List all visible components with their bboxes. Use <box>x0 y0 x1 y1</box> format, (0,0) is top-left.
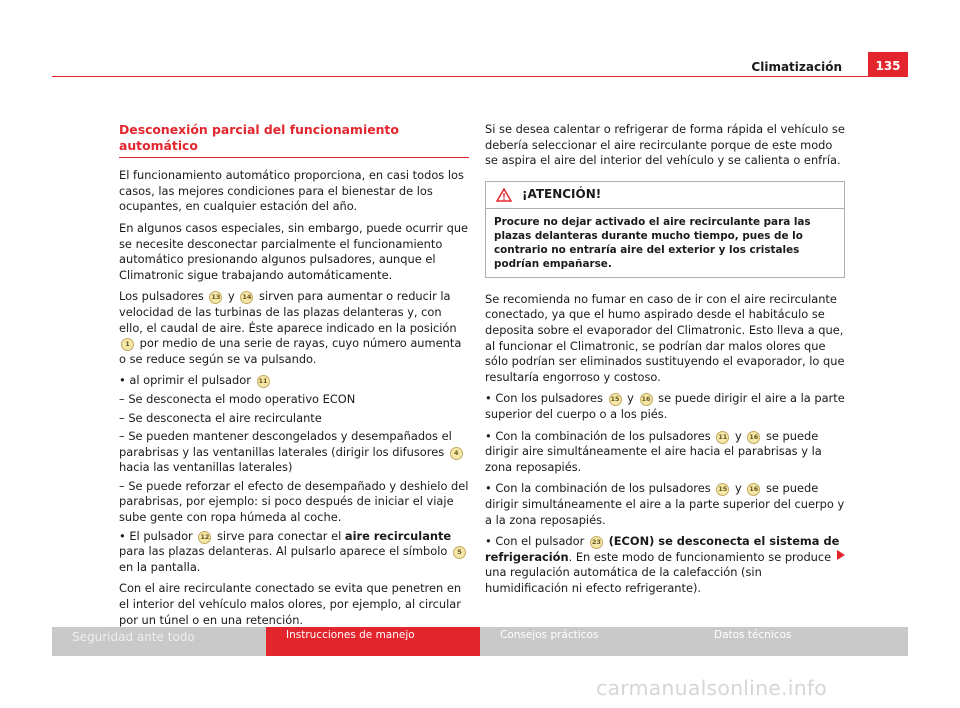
paragraph: Se recomienda no fumar en caso de ir con el aire recirculante conectado, ya que el humo aspirado desde el habitáculo se deposita sobre el evaporador del Climatronic. Esto lleva a que, al funcionar el Climatronic, se podrían dar malos olores que sólo podrían ser eliminados sustituyendo el evaporador, lo que resultaría engorroso y costoso. <box>485 291 845 384</box>
continue-arrow-icon <box>837 550 845 560</box>
tab-datos[interactable]: Datos técnicos <box>694 627 908 656</box>
dash-item: – Se puede reforzar el efecto de desempañado y deshielo del parabrisas, por ejemplo: si poco después de iniciar el viaje sube gente con ropa húmeda al coche. <box>119 478 469 525</box>
bullet-item: • El pulsador 12 sirve para conectar el aire recirculante para las plazas delanteras. Al pulsarlo aparece el símbolo 5 en la pantalla. <box>119 529 469 576</box>
left-column <box>119 122 469 634</box>
warning-title: ¡ATENCIÓN! <box>522 186 602 201</box>
chapter-title: Climatización <box>751 60 842 74</box>
watermark: carmanualsonline.info <box>596 676 828 700</box>
button-ref-icon: 15 <box>609 393 622 406</box>
warning-triangle-icon <box>496 188 512 202</box>
button-ref-icon: 13 <box>209 291 222 304</box>
warning-text: Procure no dejar activado el aire recirculante para las plazas delanteras durante mucho tiempo, pues de lo contrario no entraría aire del exterior y los cristales podrían empañarse. <box>494 215 811 270</box>
dash-item: – Se pueden mantener descongelados y desempañados el parabrisas y las ventanillas laterales (dirigir los difusores 4 hacia las ventanillas laterales) <box>119 429 469 476</box>
warning-box <box>485 181 845 278</box>
right-column <box>485 122 845 602</box>
bullet-item: • Con el pulsador 23 (ECON) se desconecta el sistema de refrigeración. En este modo de funcionamiento se produce una regulación automática de la calefacción (sin humidificación ni efecto refrigerante). <box>485 534 840 595</box>
paragraph: Los pulsadores 13 y 14 sirven para aumentar o reducir la velocidad de las turbinas de las plazas delanteras y, con ello, el caudal de aire. Éste aparece indicado en la posición 1 por medio de una serie de rayas, cuyo número aumenta o se reduce según se va pulsando. <box>119 289 462 366</box>
footer-nav <box>52 627 908 656</box>
button-ref-icon: 23 <box>590 536 603 549</box>
paragraph: El funcionamiento automático proporciona, en casi todos los casos, las mejores condiciones para el bienestar de los ocupantes, en cualquier estación del año. <box>119 168 464 214</box>
section-heading: Desconexión parcial del funcionamiento automático <box>119 122 469 158</box>
position-ref-icon: 1 <box>121 338 134 351</box>
paragraph: En algunos casos especiales, sin embargo, puede ocurrir que se necesite desconectar parcialmente el funcionamiento automático presionando algunos pulsadores, aunque el Climatronic sigue trabajando automáticamente. <box>119 220 469 282</box>
button-ref-icon: 16 <box>640 393 653 406</box>
bullet-item: • Con los pulsadores 15 y 16 se puede dirigir el aire a la parte superior del cuerpo o a los piés. <box>485 391 845 421</box>
dash-item: – Se desconecta el aire recirculante <box>119 410 322 425</box>
warning-header <box>486 182 844 209</box>
paragraph: Si se desea calentar o refrigerar de forma rápida el vehículo se debería seleccionar el aire recirculante porque de este modo se aspira el aire del interior del vehículo y se calienta o enfría. <box>485 122 845 168</box>
symbol-ref-icon: 5 <box>453 546 466 559</box>
bullet-item: • Con la combinación de los pulsadores 11 y 16 se puede dirigir aire simultáneamente el aire hacia el parabrisas y la zona reposapiés. <box>485 428 822 474</box>
button-ref-icon: 14 <box>240 291 253 304</box>
tab-instrucciones[interactable]: Instrucciones de manejo <box>266 627 480 656</box>
bullet-item: • al oprimir el pulsador 11 <box>119 373 268 388</box>
button-ref-icon: 15 <box>716 483 729 496</box>
tab-consejos[interactable]: Consejos prácticos <box>480 627 694 656</box>
button-ref-icon: 16 <box>747 431 760 444</box>
header-rule <box>52 76 908 77</box>
page-number: 135 <box>868 52 908 76</box>
vent-ref-icon: 4 <box>450 447 463 460</box>
button-ref-icon: 11 <box>716 431 729 444</box>
dash-item: – Se desconecta el modo operativo ECON <box>119 391 356 406</box>
tab-seguridad[interactable]: Seguridad ante todo <box>52 627 266 656</box>
button-ref-icon: 11 <box>257 375 270 388</box>
paragraph: Con el aire recirculante conectado se evita que penetren en el interior del vehículo malos olores, por ejemplo, al circular por un túnel o en una retención. <box>119 581 462 627</box>
button-ref-icon: 12 <box>198 531 211 544</box>
button-ref-icon: 16 <box>747 483 760 496</box>
bullet-item: • Con la combinación de los pulsadores 15 y 16 se puede dirigir simultáneamente el aire a la parte superior del cuerpo y a la zona reposapiés. <box>485 481 845 527</box>
